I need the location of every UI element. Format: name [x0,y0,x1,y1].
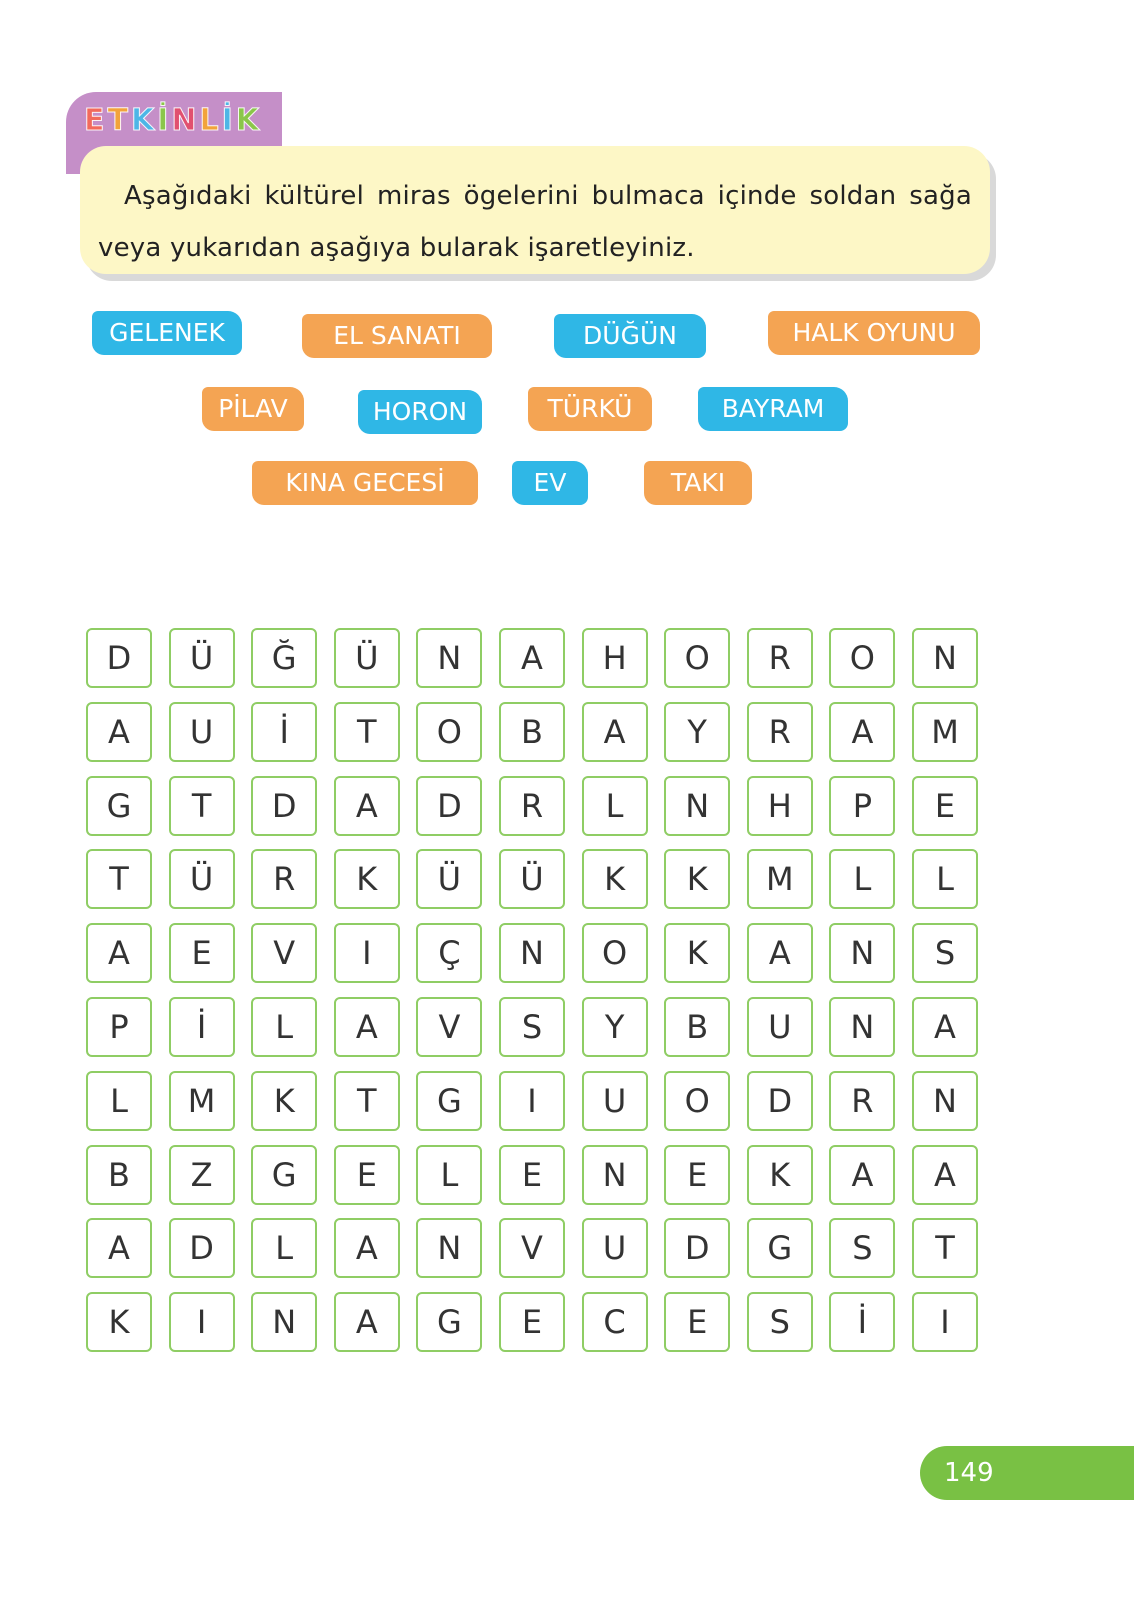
word-chip: DÜĞÜN [554,314,706,358]
grid-cell[interactable]: U [582,1218,648,1278]
grid-cell[interactable]: K [747,1145,813,1205]
grid-cell[interactable]: L [251,997,317,1057]
grid-cell[interactable]: N [416,1218,482,1278]
grid-cell[interactable]: A [86,923,152,983]
grid-cell[interactable]: T [334,1071,400,1131]
instruction-box [80,146,990,274]
grid-cell[interactable]: A [582,702,648,762]
grid-cell[interactable]: L [829,849,895,909]
grid-cell[interactable]: O [582,923,648,983]
word-chip: EL SANATI [302,314,492,358]
grid-cell[interactable]: Ü [169,628,235,688]
grid-cell[interactable]: A [86,1218,152,1278]
grid-cell[interactable]: E [499,1292,565,1352]
grid-cell[interactable]: C [582,1292,648,1352]
grid-cell[interactable]: G [747,1218,813,1278]
grid-cell[interactable]: Y [582,997,648,1057]
grid-cell[interactable]: L [912,849,978,909]
activity-title-letter: T [107,103,131,138]
grid-cell[interactable]: T [86,849,152,909]
grid-cell[interactable]: G [416,1292,482,1352]
grid-cell[interactable]: L [251,1218,317,1278]
grid-cell[interactable]: I [169,1292,235,1352]
grid-cell[interactable]: O [664,628,730,688]
grid-cell[interactable]: Ç [416,923,482,983]
activity-title-letter: K [235,103,263,138]
grid-cell[interactable]: A [747,923,813,983]
grid-cell[interactable]: R [829,1071,895,1131]
grid-cell[interactable]: A [829,1145,895,1205]
grid-cell[interactable]: R [251,849,317,909]
grid-cell[interactable]: Y [664,702,730,762]
grid-cell[interactable]: A [912,1145,978,1205]
grid-cell[interactable]: G [251,1145,317,1205]
grid-cell[interactable]: U [582,1071,648,1131]
grid-cell[interactable]: B [499,702,565,762]
activity-title-letter: İ [221,103,236,138]
grid-cell[interactable]: K [582,849,648,909]
grid-cell[interactable]: D [86,628,152,688]
grid-cell[interactable]: V [499,1218,565,1278]
word-chip: EV [512,461,588,505]
grid-cell[interactable]: N [912,628,978,688]
grid-cell[interactable]: Ü [416,849,482,909]
grid-cell[interactable]: K [664,849,730,909]
grid-cell[interactable]: I [499,1071,565,1131]
grid-cell[interactable]: K [86,1292,152,1352]
grid-cell[interactable]: H [747,776,813,836]
grid-cell[interactable]: S [499,997,565,1057]
grid-cell[interactable]: E [664,1145,730,1205]
grid-cell[interactable]: M [169,1071,235,1131]
grid-cell[interactable]: T [912,1218,978,1278]
grid-cell[interactable]: S [829,1218,895,1278]
grid-cell[interactable]: D [251,776,317,836]
grid-cell[interactable]: E [169,923,235,983]
grid-cell[interactable]: G [86,776,152,836]
grid-cell[interactable]: N [829,997,895,1057]
grid-cell[interactable]: Ğ [251,628,317,688]
grid-cell[interactable]: D [747,1071,813,1131]
grid-cell[interactable]: P [86,997,152,1057]
grid-cell[interactable]: H [582,628,648,688]
word-chip: PİLAV [202,387,304,431]
grid-cell[interactable]: Ü [499,849,565,909]
grid-cell[interactable]: K [334,849,400,909]
grid-cell[interactable]: A [334,1292,400,1352]
grid-cell[interactable]: A [334,776,400,836]
word-chip: KINA GECESİ [252,461,478,505]
grid-cell[interactable]: M [912,702,978,762]
grid-cell[interactable]: O [416,702,482,762]
grid-cell[interactable]: P [829,776,895,836]
activity-title-letter: N [171,103,200,138]
grid-cell[interactable]: O [664,1071,730,1131]
grid-cell[interactable]: T [334,702,400,762]
grid-cell[interactable]: B [664,997,730,1057]
grid-cell[interactable]: E [334,1145,400,1205]
grid-cell[interactable]: O [829,628,895,688]
grid-cell[interactable]: Ü [169,849,235,909]
grid-cell[interactable]: R [747,702,813,762]
activity-title [84,98,262,144]
grid-cell[interactable]: R [499,776,565,836]
grid-cell[interactable]: K [664,923,730,983]
grid-cell[interactable]: A [334,997,400,1057]
grid-cell[interactable]: İ [829,1292,895,1352]
grid-cell[interactable]: N [912,1071,978,1131]
grid-cell[interactable]: L [582,776,648,836]
activity-title-letter: İ [157,103,172,138]
grid-cell[interactable]: A [912,997,978,1057]
word-chip: GELENEK [92,311,242,355]
grid-cell[interactable]: S [747,1292,813,1352]
grid-cell[interactable]: S [912,923,978,983]
grid-cell[interactable]: N [251,1292,317,1352]
grid-cell[interactable]: N [829,923,895,983]
grid-cell[interactable]: Z [169,1145,235,1205]
grid-cell[interactable]: T [169,776,235,836]
word-chip: HALK OYUNU [768,311,980,355]
activity-title-letter: L [199,103,222,138]
word-chip: TÜRKÜ [528,387,652,431]
word-chip: TAKI [644,461,752,505]
grid-cell[interactable]: D [416,776,482,836]
grid-cell[interactable]: A [499,628,565,688]
grid-cell[interactable]: N [499,923,565,983]
activity-title-letter: E [84,103,108,138]
grid-cell[interactable]: A [829,702,895,762]
grid-cell[interactable]: A [86,702,152,762]
grid-cell[interactable]: D [169,1218,235,1278]
grid-cell[interactable]: Ü [334,628,400,688]
grid-cell[interactable]: K [251,1071,317,1131]
page-number: 149 [920,1446,1134,1500]
grid-cell[interactable]: I [912,1292,978,1352]
activity-title-letter: K [130,103,158,138]
grid-cell[interactable]: U [747,997,813,1057]
grid-cell[interactable]: I [334,923,400,983]
grid-cell[interactable]: N [416,628,482,688]
grid-cell[interactable]: A [334,1218,400,1278]
grid-cell[interactable]: U [169,702,235,762]
grid-cell[interactable]: E [664,1292,730,1352]
grid-cell[interactable]: E [499,1145,565,1205]
grid-cell[interactable]: R [747,628,813,688]
word-chip: BAYRAM [698,387,848,431]
grid-cell[interactable]: E [912,776,978,836]
grid-cell[interactable]: G [416,1071,482,1131]
grid-cell[interactable]: L [86,1071,152,1131]
grid-cell[interactable]: V [416,997,482,1057]
grid-cell[interactable]: M [747,849,813,909]
instruction-text: Aşağıdaki kültürel miras ögelerini bulmaca içinde soldan sağa veya yukarıdan aşağıya bularak işaretleyiniz. [98,181,972,263]
grid-cell[interactable]: L [416,1145,482,1205]
grid-cell[interactable]: B [86,1145,152,1205]
grid-cell[interactable]: İ [251,702,317,762]
word-chip: HORON [358,390,482,434]
grid-cell[interactable]: D [664,1218,730,1278]
grid-cell[interactable]: N [582,1145,648,1205]
grid-cell[interactable]: İ [169,997,235,1057]
grid-cell[interactable]: V [251,923,317,983]
grid-cell[interactable]: N [664,776,730,836]
